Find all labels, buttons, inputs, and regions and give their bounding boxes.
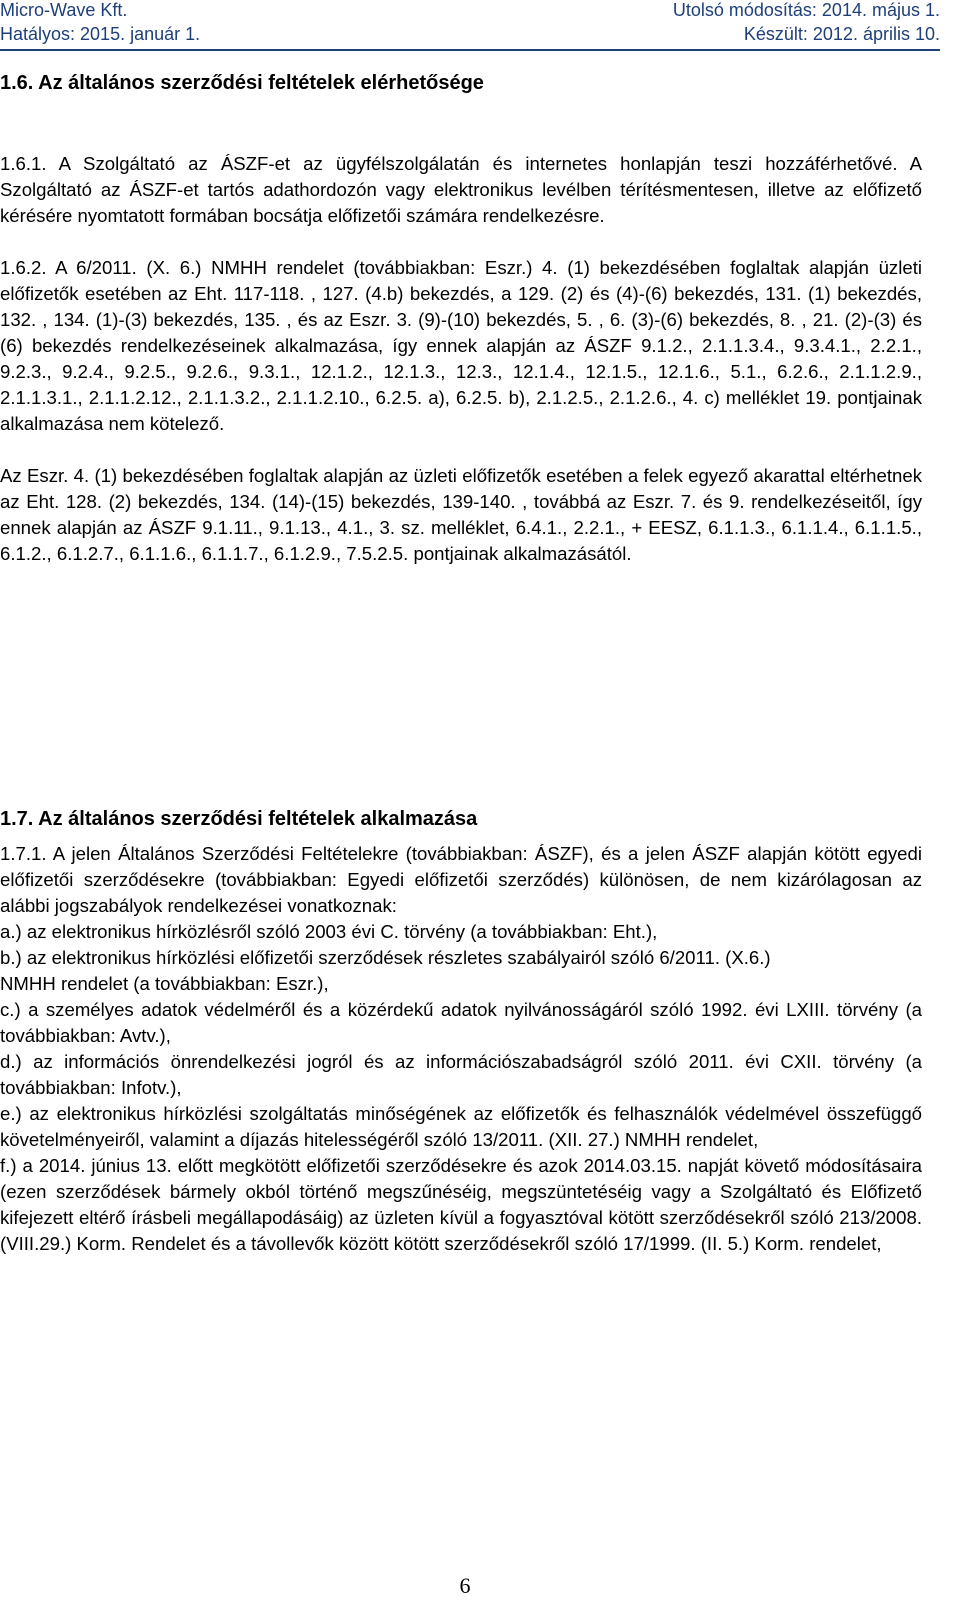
last-modified-date: Utolsó módosítás: 2014. május 1. — [672, 0, 940, 20]
list-item-law-b: b.) az elektronikus hírközlési előfizetői szerződések részletes szabályairól szóló 6/2011. (X.6.) — [0, 947, 771, 968]
list-item-law-a: a.) az elektronikus hírközlésről szóló 2003 évi C. törvény (a továbbiakban: Eht.), — [0, 921, 658, 942]
section-body-1-7 — [0, 841, 922, 1257]
company-name: Micro-Wave Kft. — [0, 0, 128, 20]
list-item-law-b-cont: NMHH rendelet (a továbbiakban: Eszr.), — [0, 973, 329, 994]
paragraph-1-6-1: 1.6.1. A Szolgáltató az ÁSZF-et az ügyfélszolgálatán és internetes honlapján teszi hozzáférhetővé. A Szolgáltató az ÁSZF-et tartós adathordozón vagy elektronikus levélben térítésmentesen, illetve az előfizető kérésére nyomtatott formában bocsátja előfizetői számára rendelkezésre. — [0, 153, 922, 226]
list-item-law-e: e.) az elektronikus hírközlési szolgáltatás minőségének az előfizetők és felhasználók védelmével összefüggő követelményeiről, valamint a díjazás hitelességéről szóló 13/2011. (XII. 27.) NMHH rendelet, — [0, 1103, 922, 1150]
section-heading-1-7: 1.7. Az általános szerződési feltételek alkalmazása — [0, 808, 478, 830]
header-divider — [0, 49, 940, 51]
list-item-law-f: f.) a 2014. június 13. előtt megkötött előfizetői szerződésekre és azok 2014.03.15. napját követő módosításaira (ezen szerződések bármely okból történő megszűnéséig, megszüntetéséig vagy a Szolgáltató és Előfizető kifejezett eltérő írásbeli megállapodásáig) az üzleten kívül a fogyasztóval kötött szerződésekről szóló 213/2008. (VIII.29.) Korm. Rendelet és a távollevők között kötött szerződésekről szóló 17/1999. (II. 5.) Korm. rendelet, — [0, 1155, 922, 1254]
paragraph-1-7-1: 1.7.1. A jelen Általános Szerződési Feltételekre (továbbiakban: ÁSZF), és a jelen ÁSZF alapján kötött egyedi előfizetői szerződésekre (továbbiakban: Egyedi előfizetői szerződés) különösen, de nem kizárólagosan az alábbi jogszabályok rendelkezései vonatkoznak: — [0, 843, 922, 916]
created-date: Készült: 2012. április 10. — [743, 24, 940, 44]
page-number: 6 — [459, 1573, 471, 1598]
page-header-row-2 — [0, 24, 940, 44]
paragraph-1-6-2: 1.6.2. A 6/2011. (X. 6.) NMHH rendelet (továbbiakban: Eszr.) 4. (1) bekezdésében foglaltak alapján üzleti előfizetők esetében az Eht. 117-118. , 127. (4.b) bekezdés, a 129. (2) és (4)-(6) bekezdés, 131. (1) bekezdés, 132. , 134. (1)-(3) bekezdés, 135. , és az Eszr. 3. (9)-(10) bekezdés, 5. , 6. (3)-(6) bekezdés, 8. , 21. (2)-(3) és (6) bekezdés rendelkezéseinek alkalmazása, így ennek alapján az ÁSZF 9.1.2., 2.1.1.3.4., 9.3.4.1., 2.2.1., 9.2.3., 9.2.4., 9.2.5., 9.2.6., 9.3.1., 12.1.2., 12.1.3., 12.3., 12.1.4., 12.1.5., 12.1.6., 5.1., 6.2.6., 2.1.1.2.9., 2.1.1.3.1., 2.1.1.2.12., 2.1.1.3.2., 2.1.1.2.10., 6.2.5. a), 6.2.5. b), 2.1.2.5., 2.1.2.6., 4. c) melléklet 19. pontjainak alkalmazása nem kötelező. — [0, 257, 922, 434]
section-heading-1-6: 1.6. Az általános szerződési feltételek elérhetősége — [0, 72, 484, 94]
effective-date: Hatályos: 2015. január 1. — [0, 24, 201, 44]
page-header-row-1 — [0, 0, 940, 20]
section-body-1-6 — [0, 151, 922, 567]
list-item-law-c: c.) a személyes adatok védelméről és a közérdekű adatok nyilvánosságáról szóló 1992. évi LXIII. törvény (a továbbiakban: Avtv.), — [0, 999, 922, 1046]
paragraph-eszr-exceptions: Az Eszr. 4. (1) bekezdésében foglaltak alapján az üzleti előfizetők esetében a felek egyező akarattal eltérhetnek az Eht. 128. (2) bekezdés, 134. (14)-(15) bekezdés, 139-140. , továbbá az Eszr. 7. és 9. rendelkezéseitől, így ennek alapján az ÁSZF 9.1.11., 9.1.13., 4.1., 3. sz. melléklet, 6.4.1., 2.2.1., + EESZ, 6.1.1.3., 6.1.1.4., 6.1.1.5., 6.1.2., 6.1.2.7., 6.1.1.6., 6.1.1.7., 6.1.2.9., 7.5.2.5. pontjainak alkalmazásától. — [0, 465, 922, 564]
list-item-law-d: d.) az információs önrendelkezési jogról és az információszabadságról szóló 2011. évi CXII. törvény (a továbbiakban: Infotv.), — [0, 1051, 922, 1098]
